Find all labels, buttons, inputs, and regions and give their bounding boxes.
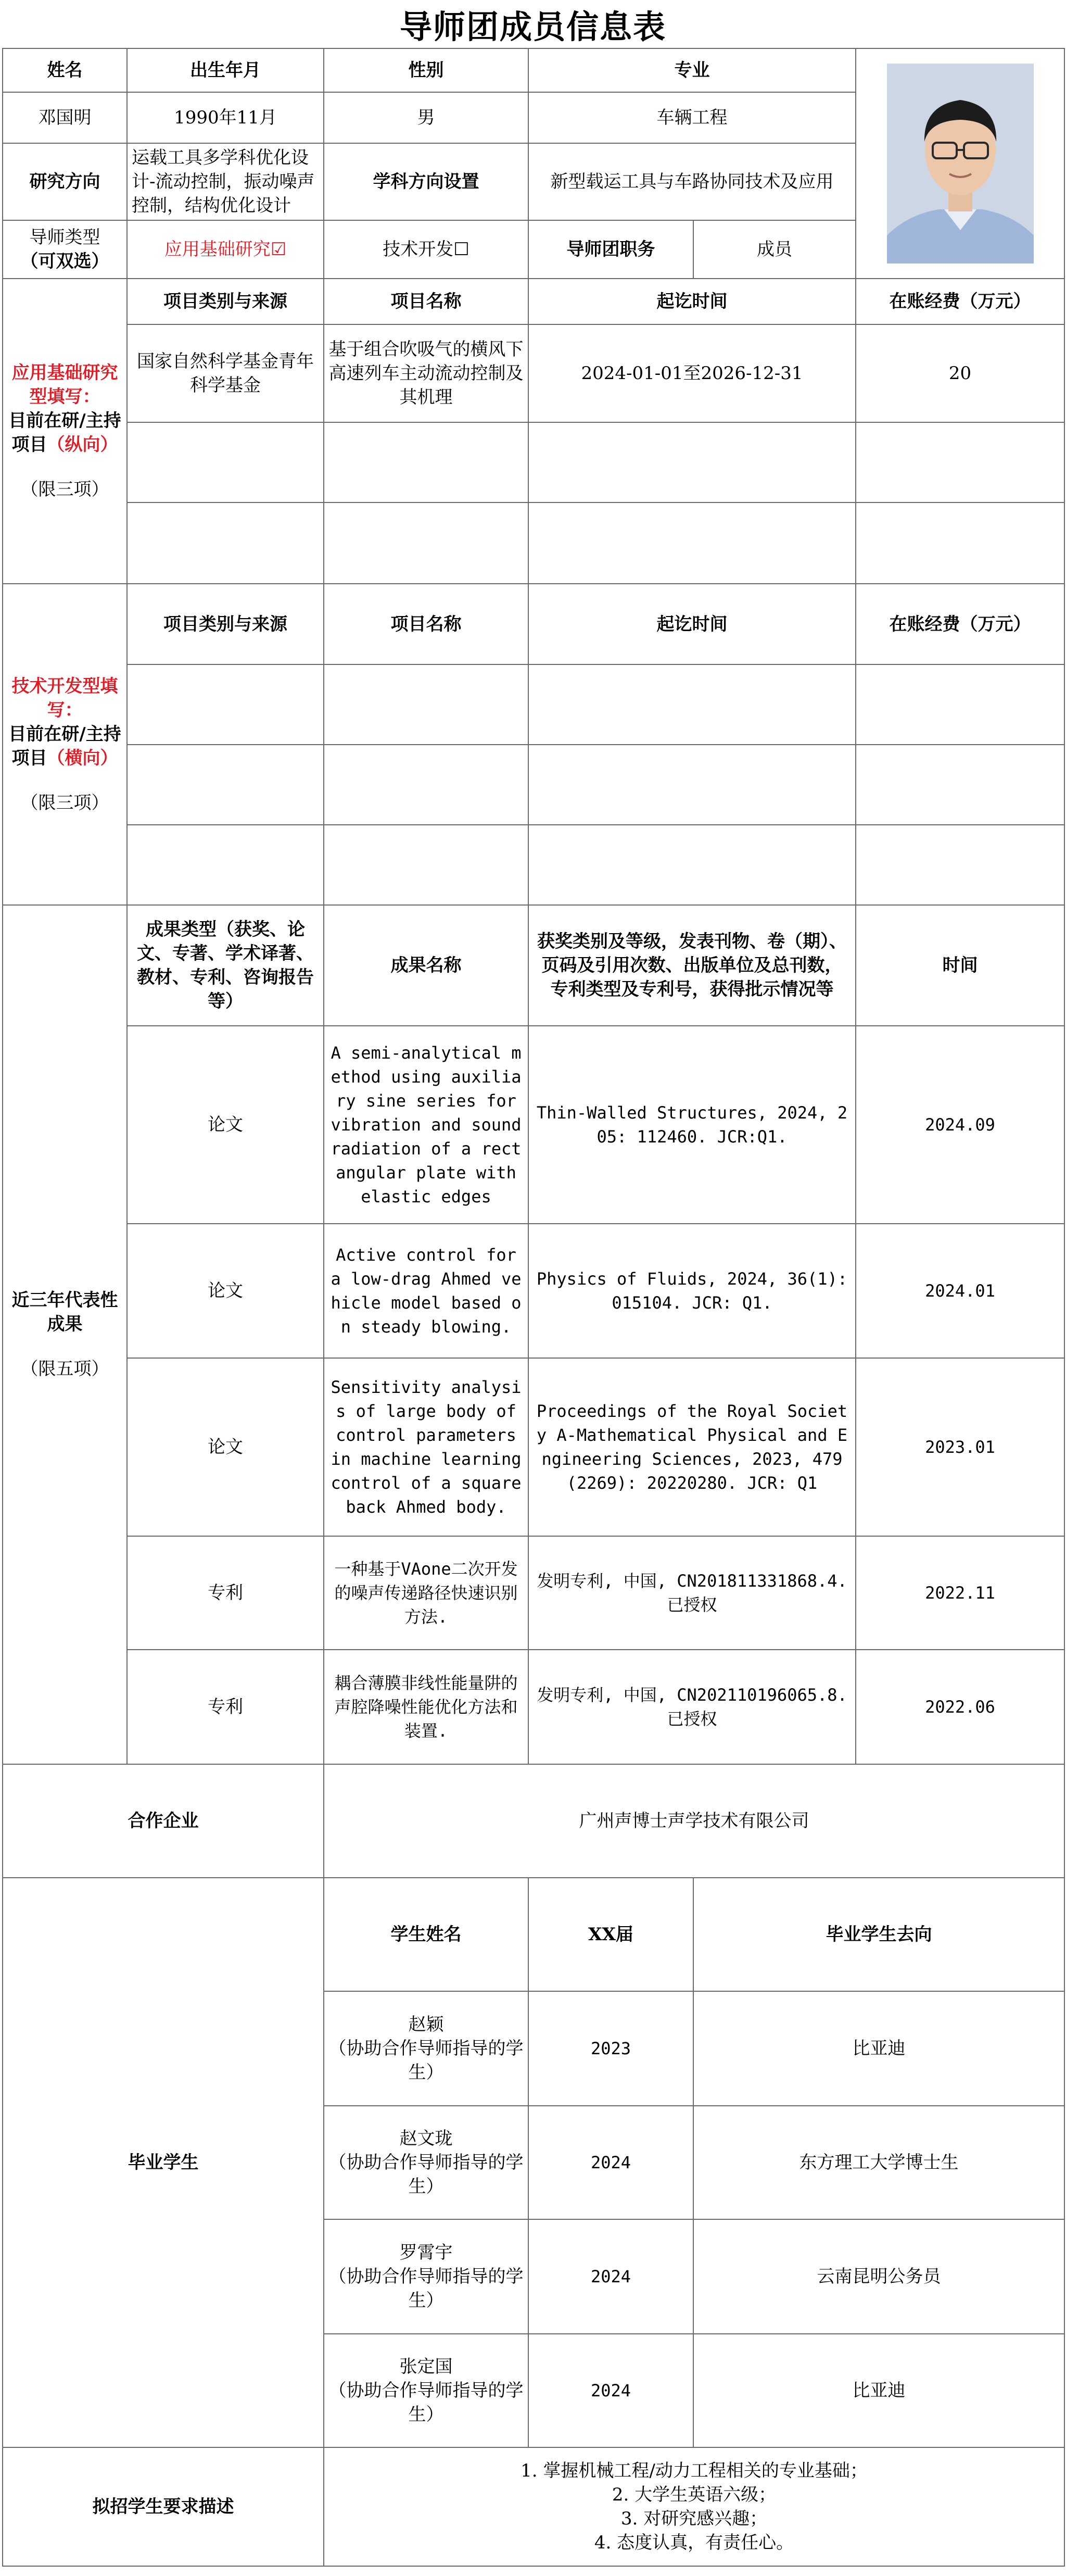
achievements-label-title: 近三年代表性成果 <box>11 1290 118 1335</box>
basic-research-limit: （限三项） <box>20 479 109 500</box>
tech-dev-label-title: 技术开发型填写： <box>11 675 118 721</box>
name-label: 姓名 <box>3 48 127 92</box>
role-value: 成员 <box>693 220 856 279</box>
ach-header-name: 成果名称 <box>324 905 528 1026</box>
requirement-item: 1. 掌握机械工程/动力工程相关的专业基础； <box>521 2460 868 2481</box>
tech-empty-cell <box>856 825 1064 905</box>
grad-note: （协助合作导师指导的学生） <box>328 2152 524 2197</box>
basic-header-source: 项目类别与来源 <box>127 279 324 324</box>
grad-note: （协助合作导师指导的学生） <box>328 2038 524 2083</box>
tech-empty-cell <box>528 745 856 825</box>
grad-name: 张定国 <box>399 2356 453 2377</box>
basic-empty-cell <box>324 502 528 584</box>
basic-empty-cell <box>324 422 528 502</box>
mentor-type-label-line1: 导师类型 <box>29 227 100 248</box>
research-label: 研究方向 <box>3 143 127 220</box>
ach-row-name: 耦合薄膜非线性能量阱的声腔降噪性能优化方法和装置. <box>324 1650 528 1764</box>
grad-row-name <box>324 2334 528 2447</box>
ach-row-detail: 发明专利, 中国, CN201811331868.4. 已授权 <box>528 1536 856 1650</box>
ach-header-type: 成果类型（获奖、论文、专著、学术译著、教材、专利、咨询报告等） <box>127 905 324 1026</box>
basic-row-period: 2024-01-01至2026-12-31 <box>528 324 856 422</box>
ach-row-name: A semi-analytical method using auxiliary sine series for vibration and sound radiation of a rectangular plate with elastic edges <box>324 1026 528 1224</box>
name-value: 邓国明 <box>3 92 127 143</box>
ach-row-detail: Thin-Walled Structures, 2024, 205: 112460. JCR:Q1. <box>528 1026 856 1224</box>
tech-empty-cell <box>856 745 1064 825</box>
tech-dev-label <box>3 584 127 905</box>
tech-dev-limit: （限三项） <box>20 792 109 813</box>
cooperation-value: 广州声博士声学技术有限公司 <box>324 1764 1064 1878</box>
ach-row-time: 2022.11 <box>856 1536 1064 1650</box>
tech-dev-label-red: （横向） <box>47 747 118 769</box>
ach-row-type: 论文 <box>127 1026 324 1224</box>
cooperation-label: 合作企业 <box>3 1764 324 1878</box>
birth-label: 出生年月 <box>127 48 324 92</box>
ach-row-name: Sensitivity analysis of large body of control parameters in machine learning control of a square back Ahmed body. <box>324 1358 528 1536</box>
page-title: 导师团成员信息表 <box>399 7 666 46</box>
achievements-limit: （限五项） <box>20 1359 109 1379</box>
grad-name: 罗霄宇 <box>399 2242 453 2263</box>
basic-row-funds: 20 <box>856 324 1064 422</box>
mentor-type-tech-checkbox[interactable]: 技术开发☐ <box>324 220 528 279</box>
birth-value: 1990年11月 <box>127 92 324 143</box>
basic-empty-cell <box>528 422 856 502</box>
portrait-photo-icon <box>887 64 1034 263</box>
mentor-type-label <box>3 220 127 279</box>
tech-empty-cell <box>324 664 528 745</box>
grad-name: 赵文珑 <box>399 2128 453 2149</box>
grad-name: 赵颖 <box>408 2014 444 2035</box>
tech-empty-cell <box>127 825 324 905</box>
grad-row-dest: 比亚迪 <box>693 2334 1064 2447</box>
tech-empty-cell <box>127 745 324 825</box>
ach-row-time: 2024.09 <box>856 1026 1064 1224</box>
basic-header-name: 项目名称 <box>324 279 528 324</box>
grad-row-year: 2024 <box>528 2106 693 2219</box>
tech-header-funds: 在账经费（万元） <box>856 584 1064 664</box>
grad-note: （协助合作导师指导的学生） <box>328 2380 524 2425</box>
discipline-value: 新型载运工具与车路协同技术及应用 <box>528 143 856 220</box>
ach-row-type: 专利 <box>127 1650 324 1764</box>
basic-empty-cell <box>528 502 856 584</box>
achievements-label <box>3 905 127 1764</box>
ach-row-detail: Physics of Fluids, 2024, 36(1): 015104. JCR: Q1. <box>528 1224 856 1358</box>
requirement-item: 3. 对研究感兴趣； <box>620 2508 768 2529</box>
ach-row-type: 专利 <box>127 1536 324 1650</box>
grad-header-year: XX届 <box>528 1878 693 1991</box>
tech-dev-label-sub <box>7 722 122 770</box>
ach-row-detail: 发明专利, 中国, CN202110196065.8. 已授权 <box>528 1650 856 1764</box>
research-value: 运载工具多学科优化设计-流动控制，振动噪声控制，结构优化设计 <box>127 143 324 220</box>
requirements-list <box>324 2447 1064 2566</box>
tech-empty-cell <box>324 745 528 825</box>
ach-row-time: 2022.06 <box>856 1650 1064 1764</box>
gender-value: 男 <box>324 92 528 143</box>
basic-empty-cell <box>856 502 1064 584</box>
grad-header-dest: 毕业学生去向 <box>693 1878 1064 1991</box>
basic-row-source: 国家自然科学基金青年科学基金 <box>127 324 324 422</box>
ach-row-time: 2024.01 <box>856 1224 1064 1358</box>
tech-header-source: 项目类别与来源 <box>127 584 324 664</box>
tech-header-name: 项目名称 <box>324 584 528 664</box>
basic-header-funds: 在账经费（万元） <box>856 279 1064 324</box>
tech-header-period: 起讫时间 <box>528 584 856 664</box>
grad-row-year: 2024 <box>528 2219 693 2334</box>
grad-note: （协助合作导师指导的学生） <box>328 2266 524 2311</box>
grad-row-dest: 云南昆明公务员 <box>693 2219 1064 2334</box>
grad-row-name <box>324 2219 528 2334</box>
basic-header-period: 起讫时间 <box>528 279 856 324</box>
role-label: 导师团职务 <box>528 220 693 279</box>
basic-empty-cell <box>127 422 324 502</box>
tech-empty-cell <box>528 825 856 905</box>
grad-row-name <box>324 1991 528 2106</box>
tech-empty-cell <box>324 825 528 905</box>
info-table <box>2 48 1065 2567</box>
ach-row-type: 论文 <box>127 1358 324 1536</box>
tech-empty-cell <box>856 664 1064 745</box>
gender-label: 性别 <box>324 48 528 92</box>
grad-header-name: 学生姓名 <box>324 1878 528 1991</box>
ach-row-name: 一种基于VAone二次开发的噪声传递路径快速识别方法. <box>324 1536 528 1650</box>
mentor-type-label-line2: （可双选） <box>20 251 109 272</box>
major-label: 专业 <box>528 48 856 92</box>
major-value: 车辆工程 <box>528 92 856 143</box>
basic-research-label-red: （纵向） <box>47 434 118 455</box>
tech-empty-cell <box>127 664 324 745</box>
tech-dev-label-sub-text: 目前在研/主持项目 <box>8 723 121 769</box>
photo-cell <box>856 48 1064 279</box>
graduates-label: 毕业学生 <box>3 1878 324 2447</box>
grad-row-name <box>324 2106 528 2219</box>
basic-row-name: 基于组合吹吸气的横风下高速列车主动流动控制及其机理 <box>324 324 528 422</box>
tech-empty-cell <box>528 664 856 745</box>
requirement-item: 2. 大学生英语六级； <box>612 2484 777 2505</box>
grad-row-year: 2024 <box>528 2334 693 2447</box>
basic-research-label-sub <box>7 409 122 457</box>
ach-row-name: Active control for a low-drag Ahmed vehicle model based on steady blowing. <box>324 1224 528 1358</box>
basic-empty-cell <box>856 422 1064 502</box>
requirement-item: 4. 态度认真，有责任心。 <box>594 2532 794 2553</box>
grad-row-dest: 比亚迪 <box>693 1991 1064 2106</box>
grad-row-dest: 东方理工大学博士生 <box>693 2106 1064 2219</box>
basic-research-label-sub-text: 目前在研/主持项目 <box>8 410 121 455</box>
ach-row-type: 论文 <box>127 1224 324 1358</box>
ach-header-detail: 获奖类别及等级，发表刊物、卷（期）、页码及引用次数、出版单位及总刊数，专利类型及专利号，获得批示情况等 <box>528 905 856 1026</box>
mentor-type-basic-checkbox[interactable]: 应用基础研究☑ <box>127 220 324 279</box>
discipline-label: 学科方向设置 <box>324 143 528 220</box>
ach-row-detail: Proceedings of the Royal Society A-Mathematical Physical and Engineering Sciences, 2023, 479(2269): 20220280. JCR: Q1 <box>528 1358 856 1536</box>
ach-header-time: 时间 <box>856 905 1064 1026</box>
basic-empty-cell <box>127 502 324 584</box>
basic-research-label-title: 应用基础研究型填写： <box>11 362 118 407</box>
basic-research-label <box>3 279 127 584</box>
requirements-label: 拟招学生要求描述 <box>3 2447 324 2566</box>
ach-row-time: 2023.01 <box>856 1358 1064 1536</box>
grad-row-year: 2023 <box>528 1991 693 2106</box>
